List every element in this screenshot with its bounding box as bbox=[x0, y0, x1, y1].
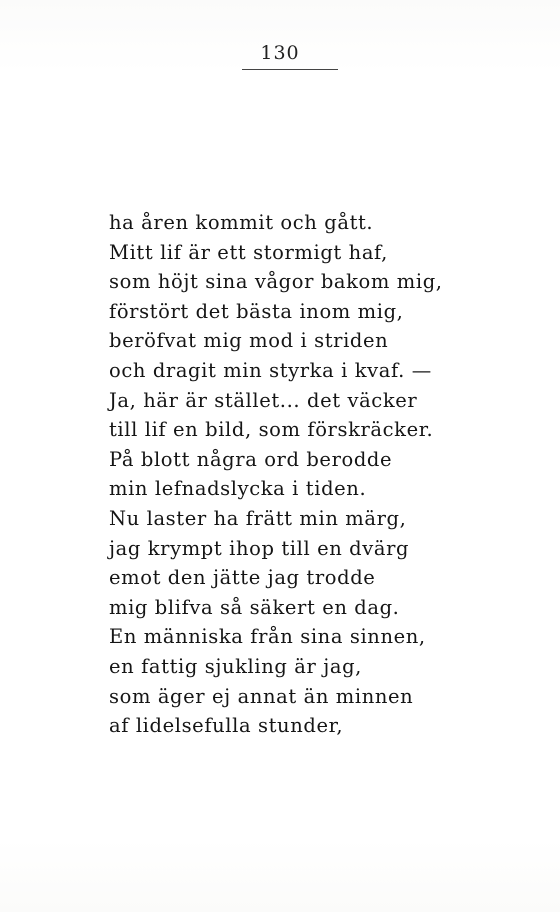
poem-line: ha åren kommit och gått. bbox=[109, 211, 374, 234]
poem-line: mig blifva så säkert en dag. bbox=[109, 595, 400, 619]
poem-line: Nu laster ha frätt min märg, bbox=[109, 506, 407, 530]
poem-line: en fattig sjukling är jag, bbox=[109, 654, 362, 678]
header-rule bbox=[242, 69, 338, 70]
poem-line: Mitt lif är ett stormigt haf, bbox=[109, 240, 388, 264]
poem-line: som höjt sina vågor bakom mig, bbox=[109, 270, 443, 294]
poem-line: En människa från sina sinnen, bbox=[109, 625, 426, 649]
poem-line: På blott några ord berodde bbox=[109, 447, 393, 471]
poem-line: till lif en bild, som förskräcker. bbox=[109, 418, 434, 442]
poem-line: och dragit min styrka i kvaf. — bbox=[109, 358, 432, 382]
poem-line: Ja, här är stället... det väcker bbox=[109, 388, 418, 412]
poem-line: af lidelsefulla stunder, bbox=[109, 714, 344, 738]
poem-line: jag krympt ihop till en dvärg bbox=[109, 536, 410, 560]
poem-line: emot den jätte jag trodde bbox=[109, 566, 376, 590]
page-number: 130 bbox=[260, 42, 300, 64]
poem-line: som äger ej annat än minnen bbox=[109, 684, 414, 708]
poem-text bbox=[109, 208, 549, 741]
poem-line: min lefnadslycka i tiden. bbox=[109, 477, 367, 501]
poem-line: förstört det bästa inom mig, bbox=[109, 299, 404, 323]
poem-line: beröfvat mig mod i striden bbox=[109, 329, 389, 353]
